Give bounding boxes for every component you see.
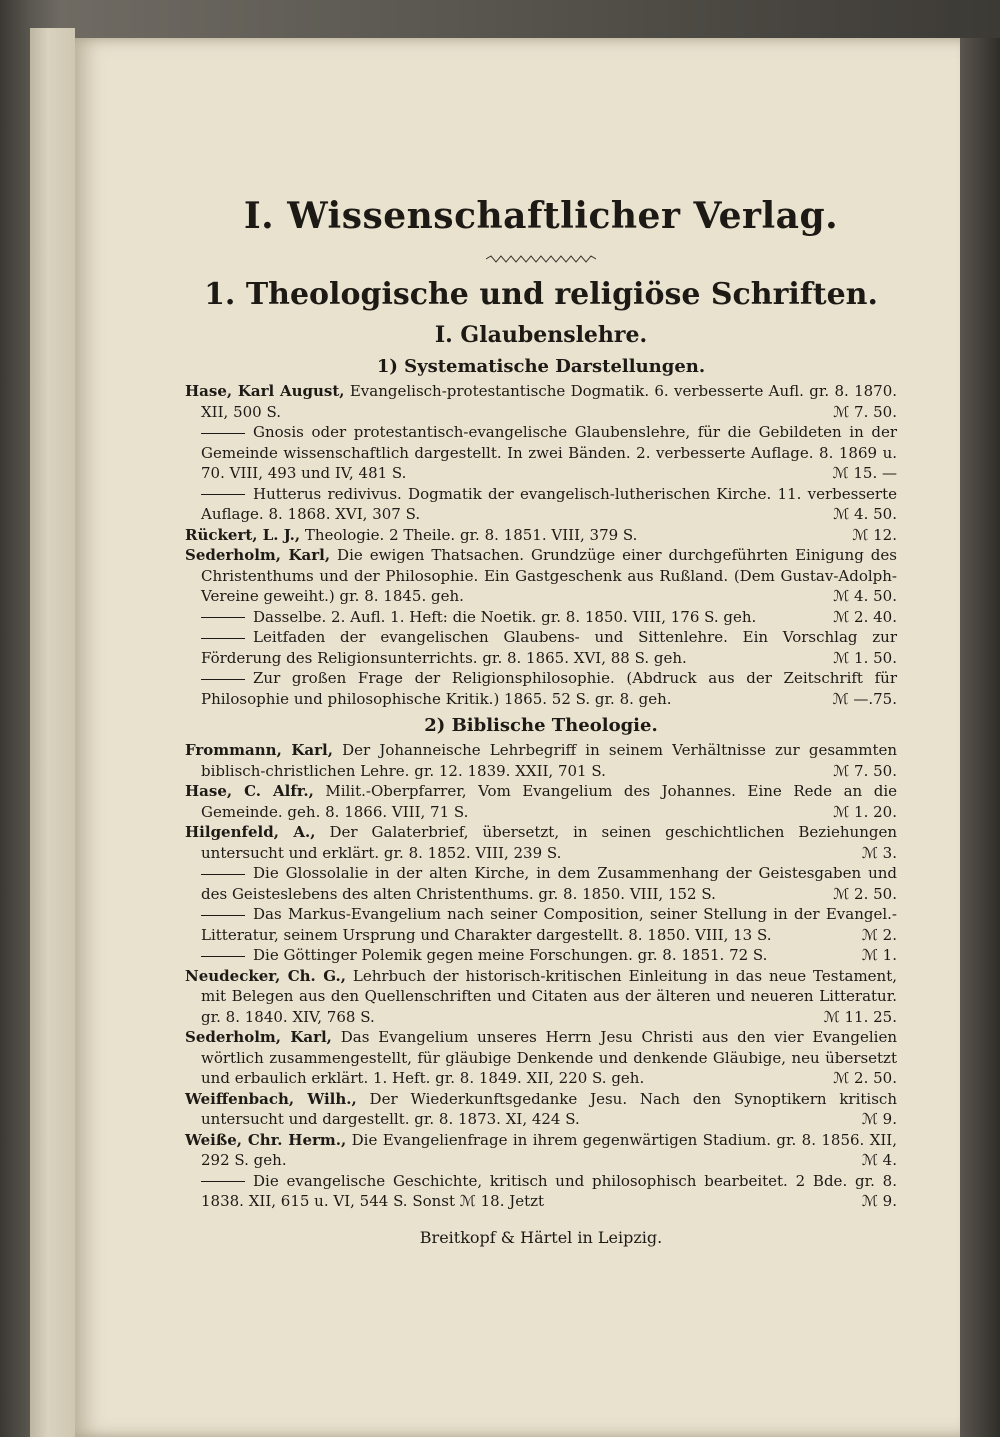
entry-author: Rückert, L. J.,	[185, 525, 301, 544]
catalog-entry	[185, 1130, 897, 1171]
catalog-entry	[185, 668, 897, 709]
catalog-entry	[185, 945, 897, 966]
ditto-dash	[201, 638, 245, 639]
catalog-entry	[185, 740, 897, 781]
entry-author: Neudecker, Ch. G.,	[185, 966, 346, 985]
ditto-dash	[201, 915, 245, 916]
entry-text: Zur großen Frage der Religionsphilosophie. (Abdruck aus der Zeitschrift für Philosophie und philosophische Kritik.) 1865. 52 S. gr. 8. geh.	[201, 669, 897, 708]
entry-text: Hutterus redivivus. Dogmatik der evangelisch-lutherischen Kirche. 11. verbesserte Auflage. 8. 1868. XVI, 307 S.	[201, 484, 897, 523]
ditto-dash	[201, 433, 245, 434]
entry-price: ℳ 2.	[861, 925, 897, 944]
entry-text: Lehrbuch der historisch-kritischen Einleitung in das neue Testament, mit Belegen aus den Quellenschriften und Citaten aus der älteren und neueren Litteratur. gr. 8. 1840. XIV, 768 S.	[201, 966, 897, 1026]
entries-biblical	[185, 740, 897, 1212]
entry-price: ℳ 1. 50.	[833, 648, 897, 667]
entry-text: Gnosis oder protestantisch-evangelische Glaubenslehre, für die Gebildeten in der Gemeinde wissenschaftlich dargestellt. In zwei Bänden. 2. verbesserte Auflage. 8. 1869 u. 70. VIII, 493 und IV, 481 S.	[201, 423, 897, 482]
ditto-dash	[201, 617, 245, 618]
entry-text: Die evangelische Geschichte, kritisch und philosophisch bearbeitet. 2 Bde. gr. 8. 1838. XII, 615 u. VI, 544 S. Sonst ℳ 18. Jetzt	[201, 1171, 897, 1210]
entry-author: Weiffenbach, Wilh.,	[185, 1089, 357, 1108]
entry-price: ℳ 7. 50.	[833, 402, 897, 421]
entry-author: Frommann, Karl,	[185, 741, 333, 759]
catalog-entry	[185, 607, 897, 628]
entry-author: Hase, Karl August,	[185, 382, 345, 400]
entry-text: Die Göttinger Polemik gegen meine Forschungen. gr. 8. 1851. 72 S.	[253, 946, 768, 964]
entry-author: Hilgenfeld, A.,	[185, 823, 316, 841]
entry-price: ℳ 2. 50.	[833, 1069, 897, 1087]
entry-price: ℳ 11. 25.	[823, 1007, 897, 1026]
entry-price: ℳ 9.	[861, 1192, 897, 1210]
entry-text: Milit.-Oberpfarrer, Vom Evangelium des Johannes. Eine Rede an die Gemeinde. geh. 8. 1866. VIII, 71 S.	[201, 782, 898, 821]
subsection-biblical: 2) Biblische Theologie.	[424, 715, 658, 736]
page-content	[185, 195, 897, 1247]
main-heading: I. Wissenschaftlicher Verlag.	[243, 195, 839, 237]
ditto-dash	[201, 494, 245, 495]
entry-price: ℳ 1. 20.	[833, 802, 897, 821]
entry-author: Weiße, Chr. Herm.,	[185, 1130, 347, 1149]
catalog-entry	[185, 484, 897, 525]
entry-text: Leitfaden der evangelischen Glaubens- und Sittenlehre. Ein Vorschlag zur Förderung des Religionsunterrichts. gr. 8. 1865. XVI, 88 S. geh.	[201, 628, 897, 667]
entry-price: ℳ 2. 40.	[833, 607, 897, 626]
entry-text: Der Johanneische Lehrbegriff in seinem Verhältnisse zur gesammten biblisch-christlichen Lehre. gr. 12. 1839. XXII, 701 S.	[201, 741, 898, 780]
ditto-dash	[201, 956, 245, 957]
ditto-dash	[201, 679, 245, 680]
catalog-entry	[185, 545, 897, 607]
catalog-entry	[185, 627, 897, 668]
entry-text: Der Galaterbrief, übersetzt, in seinen geschichtlichen Beziehungen untersucht und erklärt. gr. 8. 1852. VIII, 239 S.	[201, 823, 898, 862]
catalog-entry	[185, 904, 897, 945]
book-binding	[30, 28, 75, 1437]
ditto-dash	[201, 874, 245, 875]
entry-text: Die Glossolalie in der alten Kirche, in dem Zusammenhang der Geistesgaben und des Geisteslebens des alten Christenthums. gr. 8. 1850. VIII, 152 S.	[201, 864, 897, 903]
subsection-systematic: 1) Systematische Darstellungen.	[376, 356, 706, 377]
catalog-entry	[185, 525, 897, 546]
entry-price: ℳ 4. 50.	[833, 587, 897, 605]
catalog-entry	[185, 966, 897, 1028]
entries-systematic	[185, 381, 897, 709]
entry-price: ℳ 9.	[861, 1110, 897, 1128]
entry-text: Dasselbe. 2. Aufl. 1. Heft: die Noetik. gr. 8. 1850. VIII, 176 S. geh.	[253, 607, 757, 626]
entry-text: Die ewigen Thatsachen. Grundzüge einer durchgeführten Einigung des Christenthums und der Philosophie. Ein Gastgeschenk aus Rußland. (Dem Gustav-Adolph-Vereine geweiht.) gr. 8. 1845. geh.	[201, 546, 897, 605]
entry-text: Das Evangelium unseres Herrn Jesu Christi aus den vier Evangelien wörtlich zusammengestellt, für gläubige Denkende und denkende Gläubige, neu übersetzt und erbaulich erklärt. 1. Heft. gr. 8. 1849. XII, 220 S. geh.	[201, 1028, 897, 1087]
entry-text: Evangelisch-protestantische Dogmatik. 6. verbesserte Aufl. gr. 8. 1870. XII, 500 S.	[201, 382, 898, 421]
entry-text: Der Wiederkunftsgedanke Jesu. Nach den Synoptikern kritisch untersucht und dargestellt. gr. 8. 1873. XI, 424 S.	[201, 1089, 897, 1128]
catalog-entry	[185, 781, 897, 822]
entry-price: ℳ 12.	[852, 525, 897, 544]
entry-price: ℳ 3.	[861, 843, 897, 862]
ditto-dash	[201, 1181, 245, 1182]
catalog-entry	[185, 863, 897, 904]
subsection-heading: I. Glaubenslehre.	[434, 322, 648, 348]
entry-price: ℳ 7. 50.	[833, 761, 897, 780]
catalog-entry	[185, 1027, 897, 1089]
entry-price: ℳ 15. —	[832, 464, 897, 482]
catalog-entry	[185, 822, 897, 863]
entry-price: ℳ 4.	[861, 1151, 897, 1169]
entry-text: Das Markus-Evangelium nach seiner Composition, seiner Stellung in der Evangel.-Litteratur, seinem Ursprung und Charakter dargestellt. 8. 1850. VIII, 13 S.	[201, 905, 897, 944]
page-edge-shadow	[960, 38, 1000, 1437]
publisher-footer: Breitkopf & Härtel in Leipzig.	[419, 1227, 663, 1247]
entry-price: ℳ 1.	[861, 946, 897, 964]
entry-author: Sederholm, Karl,	[185, 1028, 332, 1046]
catalog-entry	[185, 381, 897, 422]
ornament-divider	[486, 255, 596, 263]
entry-text: Die Evangelienfrage in ihrem gegenwärtigen Stadium. gr. 8. 1856. XII, 292 S. geh.	[201, 1130, 897, 1169]
entry-price: ℳ 4. 50.	[833, 505, 897, 523]
entry-price: ℳ —.75.	[832, 689, 897, 708]
entry-price: ℳ 2. 50.	[833, 884, 897, 903]
entry-text: Theologie. 2 Theile. gr. 8. 1851. VIII, 379 S.	[300, 525, 638, 544]
catalog-entry	[185, 422, 897, 484]
section-heading: 1. Theologische und religiöse Schriften.	[204, 277, 878, 312]
catalog-entry	[185, 1171, 897, 1212]
entry-author: Hase, C. Alfr.,	[185, 782, 314, 800]
catalog-entry	[185, 1089, 897, 1130]
entry-author: Sederholm, Karl,	[185, 546, 331, 564]
